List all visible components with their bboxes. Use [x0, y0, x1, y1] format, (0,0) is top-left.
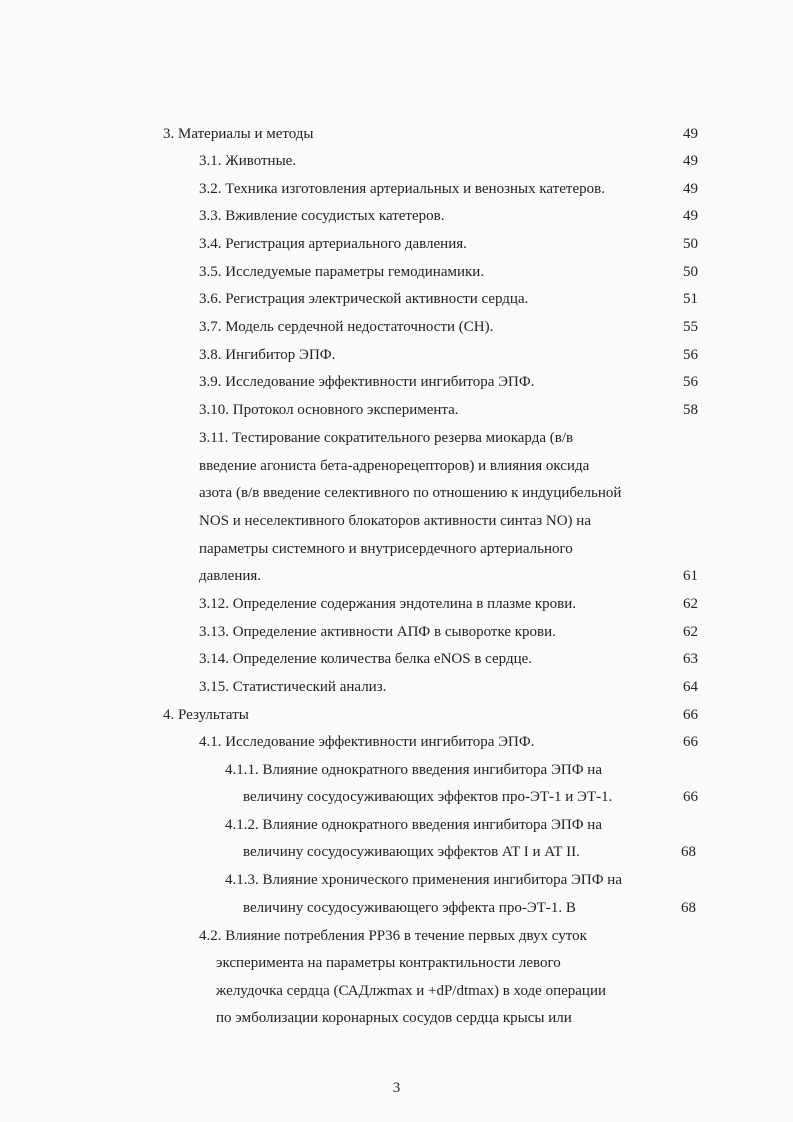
toc-entry-text: 3. Материалы и методы — [163, 126, 314, 142]
toc-entry-text: 4.1.1. Влияние однократного введения ингибитора ЭПФ на — [225, 762, 602, 778]
toc-entry-page: 56 — [683, 374, 698, 390]
toc-entry-text: давления. — [199, 568, 262, 584]
toc-entry-text: 4.1. Исследование эффективности ингибитора ЭПФ. — [199, 734, 535, 750]
toc-entry-text: 4.1.3. Влияние хронического применения ингибитора ЭПФ на — [225, 872, 622, 888]
toc-entry-page: 68 — [681, 900, 696, 916]
toc-entry-text: 3.13. Определение активности АПФ в сыворотке крови. — [199, 624, 556, 640]
toc-entry-page: 49 — [683, 181, 698, 197]
toc-entry-text: 3.11. Тестирование сократительного резерва миокарда (в/в — [199, 430, 574, 446]
toc-entry-text: 3.10. Протокол основного эксперимента. — [199, 402, 459, 418]
toc-entry-text: параметры системного и внутрисердечного артериального — [199, 541, 573, 557]
toc-entry-text: величину сосудосуживающего эффекта про-ЭТ-1. В — [243, 900, 576, 916]
toc-entry-page: 61 — [683, 568, 698, 584]
toc-entry-page: 51 — [683, 291, 698, 307]
toc-entry-page: 49 — [683, 153, 698, 169]
toc-entry-page: 56 — [683, 347, 698, 363]
toc-entry-page: 55 — [683, 319, 698, 335]
toc-entry-page: 66 — [683, 707, 698, 723]
page-number: 3 — [392, 1080, 401, 1096]
toc-entry-text: 3.6. Регистрация электрической активности сердца. — [199, 291, 529, 307]
toc-entry-page: 66 — [683, 734, 698, 750]
toc-entry-text: эксперимента на параметры контрактильности левого — [216, 955, 561, 971]
toc-entry-text: величину сосудосуживающих эффектов AT I и AT II. — [243, 844, 580, 860]
toc-entry-text: 3.8. Ингибитор ЭПФ. — [199, 347, 336, 363]
toc-entry-text: желудочка сердца (САДлжmax и +dP/dtmax) в ходе операции — [216, 983, 607, 999]
toc-entry-text: введение агониста бета-адренорецепторов) и влияния оксида — [199, 458, 590, 474]
toc-entry-page: 50 — [683, 264, 698, 280]
toc-entry-text: по эмболизации коронарных сосудов сердца крысы или — [216, 1010, 572, 1026]
toc-entry-page: 63 — [683, 651, 698, 667]
toc-entry-page: 62 — [683, 624, 698, 640]
toc-entry-text: 3.7. Модель сердечной недостаточности (СН). — [199, 319, 494, 335]
toc-entry-page: 68 — [681, 844, 696, 860]
toc-entry-text: 4.2. Влияние потребления PP36 в течение первых двух суток — [199, 928, 587, 944]
toc-entry-text: 3.4. Регистрация артериального давления. — [199, 236, 467, 252]
toc-entry-page: 62 — [683, 596, 698, 612]
toc-entry-text: 4.1.2. Влияние однократного введения ингибитора ЭПФ на — [225, 817, 602, 833]
toc-entry-page: 50 — [683, 236, 698, 252]
toc-entry-text: 3.12. Определение содержания эндотелина в плазме крови. — [199, 596, 577, 612]
toc-entry-text: 4. Результаты — [163, 707, 249, 723]
toc-entry-text: 3.2. Техника изготовления артериальных и венозных катетеров. — [199, 181, 605, 197]
toc-entry-text: величину сосудосуживающих эффектов про-ЭТ-1 и ЭТ-1. — [243, 789, 613, 805]
toc-entry-text: NOS и неселективного блокаторов активности синтаз NO) на — [199, 513, 591, 529]
toc-entry-text: 3.3. Вживление сосудистых катетеров. — [199, 208, 445, 224]
toc-entry-text: 3.15. Статистический анализ. — [199, 679, 387, 695]
toc-entry-page: 64 — [683, 679, 698, 695]
toc-entry-page: 58 — [683, 402, 698, 418]
toc-entry-text: 3.9. Исследование эффективности ингибитора ЭПФ. — [199, 374, 535, 390]
toc-entry-page: 49 — [683, 208, 698, 224]
toc-entry-text: 3.5. Исследуемые параметры гемодинамики. — [199, 264, 485, 280]
toc-entry-text: азота (в/в введение селективного по отношению к индуцибельной — [199, 485, 622, 501]
toc-entry-page: 49 — [683, 126, 698, 142]
toc-entry-page: 66 — [683, 789, 698, 805]
toc-entry-text: 3.1. Животные. — [199, 153, 297, 169]
toc-entry-text: 3.14. Определение количества белка eNOS в сердце. — [199, 651, 533, 667]
